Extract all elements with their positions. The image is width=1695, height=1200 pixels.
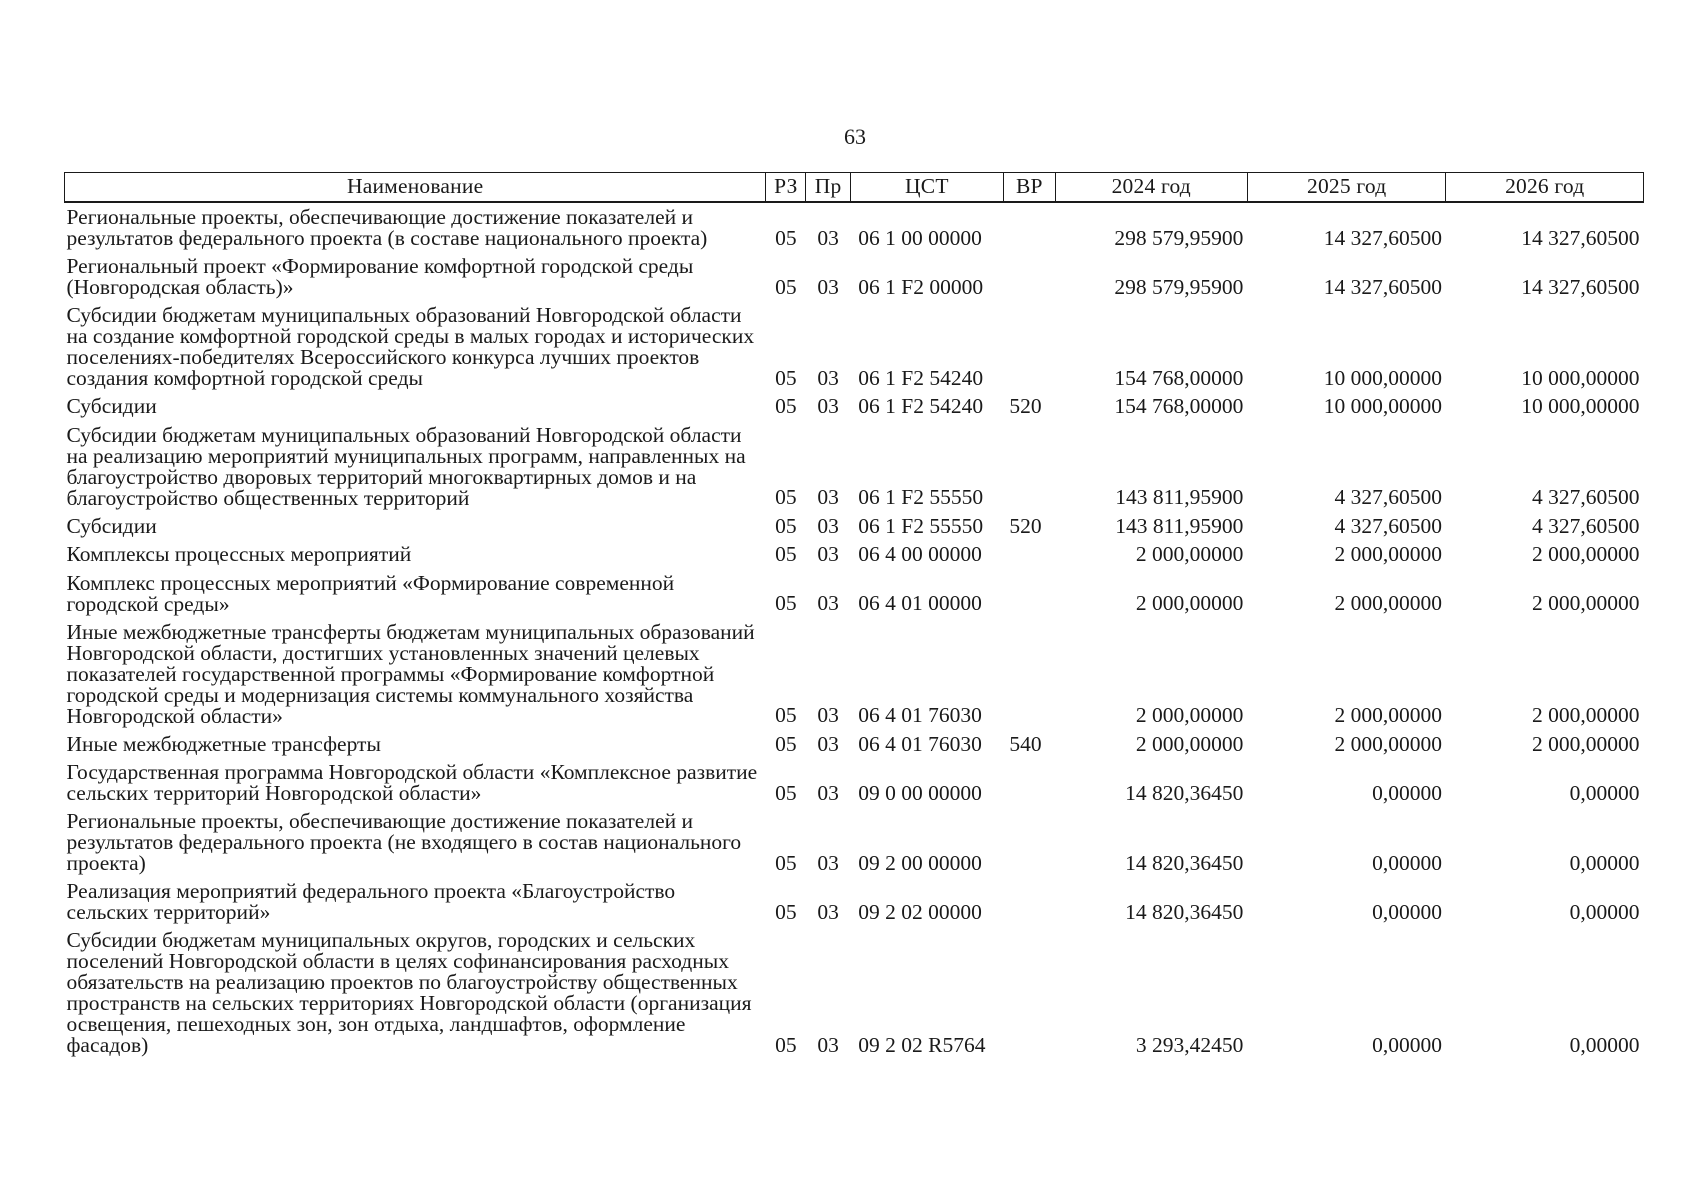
header-vr: ВР <box>1003 173 1055 203</box>
row-amount-2026: 10 000,00000 <box>1521 394 1640 418</box>
row-rz: 05 <box>775 365 797 390</box>
row-pr: 03 <box>817 850 839 875</box>
row-amount-2024: 14 820,36450 <box>1125 850 1244 875</box>
row-amount-2024: 2 000,00000 <box>1135 591 1244 615</box>
row-name: Региональные проекты, обеспечивающие достижение показателей и результатов федерального проекта (не входящего в состав национального проекта) <box>66 809 742 875</box>
row-amount-2024: 154 768,00000 <box>1114 365 1244 390</box>
row-amount-2026: 0,00000 <box>1569 1032 1640 1057</box>
table-row <box>65 730 1644 759</box>
table-row <box>65 807 1644 877</box>
row-amount-2025: 0,00000 <box>1372 1032 1442 1057</box>
row-amount-2026: 0,00000 <box>1569 850 1640 875</box>
row-amount-2024: 2 000,00000 <box>1135 703 1244 727</box>
row-vr: 540 <box>1009 731 1042 756</box>
row-cst: 06 4 00 00000 <box>858 542 982 566</box>
row-name: Государственная программа Новгородской области «Комплексное развитие сельских территорий Новгородской области» <box>66 760 758 805</box>
row-rz: 05 <box>775 394 797 418</box>
row-cst: 06 1 F2 55550 <box>858 485 984 509</box>
row-rz: 05 <box>775 591 797 615</box>
row-amount-2026: 2 000,00000 <box>1532 731 1640 756</box>
row-cst: 06 1 F2 54240 <box>858 365 984 390</box>
row-vr <box>1003 758 1055 807</box>
row-cst: 09 2 02 00000 <box>858 899 982 924</box>
row-amount-2026: 4 327,60500 <box>1532 485 1640 509</box>
row-vr <box>1003 421 1055 512</box>
row-name: Субсидии бюджетам муниципальных образований Новгородской области на создание комфортной городской среды в малых городах и исторических поселениях-победителях Всероссийского конкурса лучших проектов создания комфортной городской среды <box>66 303 755 390</box>
row-vr <box>1003 252 1055 301</box>
row-amount-2025: 0,00000 <box>1372 899 1442 924</box>
row-name: Иные межбюджетные трансферты бюджетам муниципальных образований Новгородской области, достигших установленных значений целевых показателей государственной программы «Формирование комфортной городской среды и модернизация системы коммунального хозяйства Новгородской области» <box>66 619 755 728</box>
table-row <box>65 540 1644 569</box>
row-cst: 06 4 01 76030 <box>858 703 982 727</box>
table-row <box>65 392 1644 421</box>
row-pr: 03 <box>817 731 839 756</box>
row-name: Региональный проект «Формирование комфортной городской среды (Новгородская область)» <box>66 254 694 299</box>
row-amount-2024: 143 811,95900 <box>1115 485 1244 509</box>
row-amount-2024: 2 000,00000 <box>1135 731 1244 756</box>
row-amount-2025: 2 000,00000 <box>1334 591 1442 615</box>
row-rz: 05 <box>775 513 797 538</box>
row-amount-2025: 2 000,00000 <box>1334 703 1442 727</box>
row-vr <box>1003 202 1055 252</box>
row-pr: 03 <box>817 365 839 390</box>
header-rz: РЗ <box>766 173 806 203</box>
table-row <box>65 926 1644 1059</box>
header-2025: 2025 год <box>1247 173 1446 203</box>
header-cst: ЦСТ <box>850 173 1003 203</box>
row-rz: 05 <box>775 274 797 299</box>
row-pr: 03 <box>817 394 839 418</box>
header-name: Наименование <box>65 173 766 203</box>
row-amount-2026: 14 327,60500 <box>1521 274 1640 299</box>
row-cst: 09 2 00 00000 <box>858 850 982 875</box>
row-vr: 520 <box>1009 513 1042 538</box>
row-rz: 05 <box>775 780 797 805</box>
table-row <box>65 512 1644 541</box>
table-row <box>65 877 1644 926</box>
row-vr <box>1003 540 1055 569</box>
row-amount-2024: 3 293,42450 <box>1135 1032 1244 1057</box>
row-name: Субсидии <box>66 394 157 418</box>
row-amount-2024: 298 579,95900 <box>1114 274 1244 299</box>
header-pr: Пр <box>806 173 850 203</box>
row-vr <box>1003 877 1055 926</box>
row-name: Субсидии бюджетам муниципальных образований Новгородской области на реализацию мероприятий муниципальных программ, направленных на благоустройство дворовых территорий многоквартирных домов и на благоустройство общественных территорий <box>66 422 746 510</box>
row-amount-2025: 4 327,60500 <box>1334 513 1442 538</box>
row-cst: 09 0 00 00000 <box>858 780 982 805</box>
row-cst: 06 4 01 76030 <box>858 731 982 756</box>
row-amount-2026: 0,00000 <box>1569 899 1640 924</box>
row-name: Субсидии бюджетам муниципальных округов, городских и сельских поселений Новгородской области в целях софинансирования расходных обязательств на реализацию проектов по благоустройству общественных пространств на сельских территориях Новгородской области (организация освещения, пешеходных зон, зон отдыха, ландшафтов, оформление фасадов) <box>66 928 752 1057</box>
row-rz: 05 <box>775 850 797 875</box>
row-name: Комплекс процессных мероприятий «Формирование современной городской среды» <box>66 570 675 616</box>
row-amount-2026: 2 000,00000 <box>1532 591 1640 615</box>
row-amount-2025: 10 000,00000 <box>1323 394 1442 418</box>
header-2024: 2024 год <box>1055 173 1247 203</box>
row-rz: 05 <box>775 225 797 250</box>
table-row <box>65 758 1644 807</box>
row-pr: 03 <box>817 703 839 727</box>
table-row <box>65 301 1644 392</box>
row-amount-2025: 14 327,60500 <box>1323 274 1442 299</box>
row-name: Реализация мероприятий федерального проекта «Благоустройство сельских территорий» <box>66 879 676 924</box>
row-pr: 03 <box>817 1032 839 1057</box>
row-vr: 520 <box>1009 394 1042 418</box>
row-amount-2026: 2 000,00000 <box>1532 703 1640 727</box>
row-amount-2025: 0,00000 <box>1372 850 1442 875</box>
row-rz: 05 <box>775 485 797 509</box>
row-cst: 06 1 F2 00000 <box>858 274 984 299</box>
row-vr <box>1003 807 1055 877</box>
table-header <box>65 173 1644 203</box>
row-amount-2025: 2 000,00000 <box>1334 542 1442 566</box>
row-amount-2024: 298 579,95900 <box>1114 225 1244 250</box>
row-rz: 05 <box>775 703 797 727</box>
table-row <box>65 618 1644 730</box>
row-cst: 06 1 F2 54240 <box>858 394 984 418</box>
row-amount-2024: 14 820,36450 <box>1125 780 1244 805</box>
row-amount-2026: 2 000,00000 <box>1532 542 1640 566</box>
row-name: Региональные проекты, обеспечивающие достижение показателей и результатов федерального проекта (в составе национального проекта) <box>66 205 708 250</box>
row-amount-2024: 154 768,00000 <box>1114 394 1244 418</box>
page-number: 63 <box>844 124 866 149</box>
row-amount-2025: 0,00000 <box>1372 780 1442 805</box>
table-row <box>65 252 1644 301</box>
row-amount-2024: 143 811,95900 <box>1115 513 1244 538</box>
row-vr <box>1003 618 1055 730</box>
row-name: Комплексы процессных мероприятий <box>66 542 412 566</box>
row-rz: 05 <box>775 899 797 924</box>
row-amount-2024: 2 000,00000 <box>1135 542 1244 566</box>
row-cst: 06 4 01 00000 <box>858 591 982 615</box>
table-row <box>65 421 1644 512</box>
row-cst: 06 1 00 00000 <box>858 225 982 250</box>
table-body <box>65 202 1644 1059</box>
row-amount-2026: 0,00000 <box>1569 780 1640 805</box>
row-amount-2026: 10 000,00000 <box>1521 365 1640 390</box>
row-rz: 05 <box>775 1032 797 1057</box>
row-vr <box>1003 926 1055 1059</box>
row-amount-2026: 4 327,60500 <box>1532 513 1640 538</box>
budget-table <box>64 172 1644 1059</box>
table-row <box>65 202 1644 252</box>
row-pr: 03 <box>817 274 839 299</box>
row-cst: 09 2 02 R5764 <box>858 1032 986 1057</box>
row-cst: 06 1 F2 55550 <box>858 513 984 538</box>
row-pr: 03 <box>817 899 839 924</box>
row-name: Иные межбюджетные трансферты <box>66 731 381 756</box>
row-amount-2025: 14 327,60500 <box>1323 225 1442 250</box>
row-amount-2024: 14 820,36450 <box>1125 899 1244 924</box>
row-pr: 03 <box>817 225 839 250</box>
row-name: Субсидии <box>66 513 157 538</box>
header-2026: 2026 год <box>1446 173 1644 203</box>
table-row <box>65 569 1644 618</box>
row-amount-2025: 4 327,60500 <box>1334 485 1442 509</box>
row-pr: 03 <box>817 513 839 538</box>
row-amount-2025: 10 000,00000 <box>1323 365 1442 390</box>
row-vr <box>1003 301 1055 392</box>
row-pr: 03 <box>817 591 839 615</box>
row-rz: 05 <box>775 542 797 566</box>
row-vr <box>1003 569 1055 618</box>
row-amount-2026: 14 327,60500 <box>1521 225 1640 250</box>
row-pr: 03 <box>817 485 839 509</box>
row-pr: 03 <box>817 780 839 805</box>
row-rz: 05 <box>775 731 797 756</box>
row-pr: 03 <box>817 542 839 566</box>
row-amount-2025: 2 000,00000 <box>1334 731 1442 756</box>
